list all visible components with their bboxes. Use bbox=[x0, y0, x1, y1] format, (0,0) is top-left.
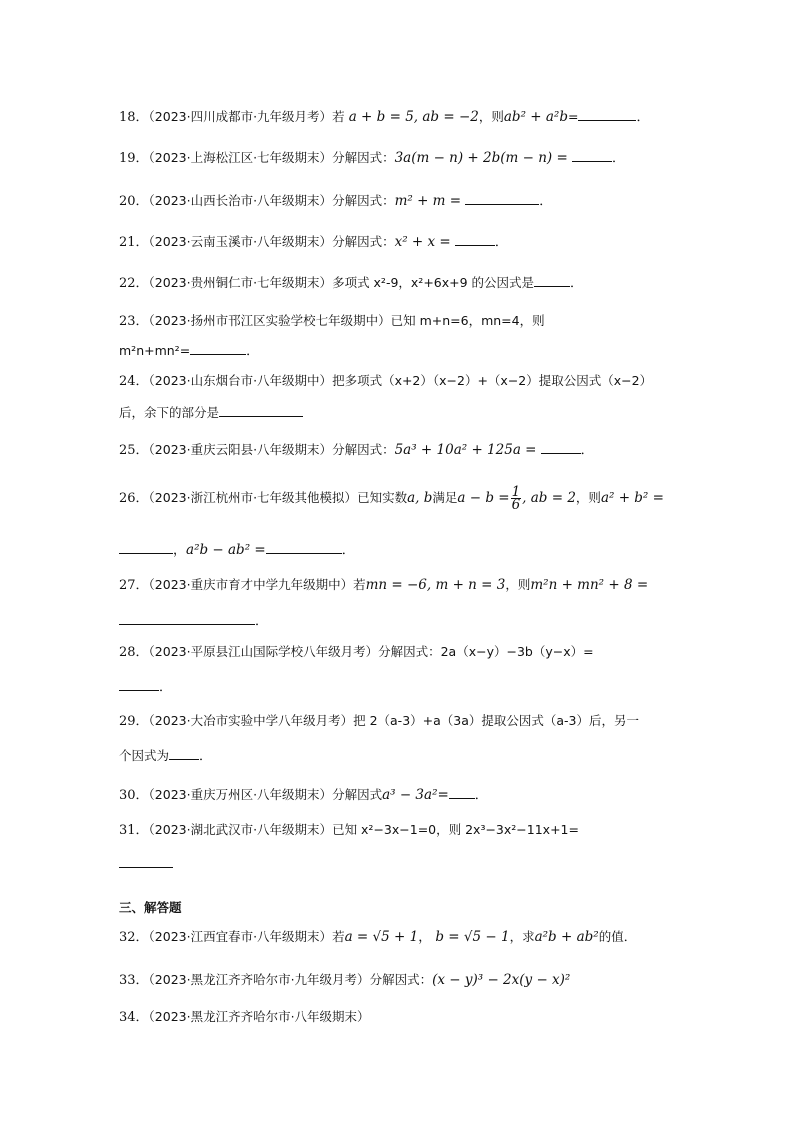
question-source: （2023·大冶市实验中学八年级月考） bbox=[148, 713, 354, 728]
answer-blank[interactable] bbox=[119, 612, 255, 625]
question-source: （2023·扬州市邗江区实验学校七年级期中） bbox=[148, 313, 391, 328]
math-expression: a²b − ab² = bbox=[186, 542, 266, 558]
answer-blank[interactable] bbox=[578, 108, 636, 121]
math-expression: x² + x = bbox=[394, 234, 451, 250]
question-text: ，求 bbox=[509, 929, 535, 944]
math-expression: ab² + a²b bbox=[503, 109, 568, 125]
question-20: 20．（2023·山西长治市·八年级期末）分解因式：m² + m = ． bbox=[119, 193, 553, 209]
answer-blank[interactable] bbox=[119, 855, 173, 868]
question-text: 个因式为 bbox=[119, 748, 170, 763]
question-text: 多项式 x²-9，x²+6x+9 的公因式是 bbox=[332, 275, 535, 290]
question-number: 33． bbox=[119, 973, 149, 988]
answer-blank[interactable] bbox=[219, 404, 303, 417]
answer-blank[interactable] bbox=[465, 192, 539, 205]
question-27-line2: ． bbox=[119, 612, 268, 631]
answer-blank[interactable] bbox=[455, 233, 495, 246]
math-expression: m² + m = bbox=[394, 193, 462, 209]
question-text: 分解因式 bbox=[332, 787, 383, 802]
question-29-line2: 个因式为 ． bbox=[119, 748, 213, 764]
question-29 bbox=[119, 712, 639, 731]
question-number: 23． bbox=[119, 314, 149, 329]
question-text: 已知 x²−3x−1=0，则 2x³−3x²−11x+1= bbox=[332, 822, 579, 837]
math-expression: 3a(m − n) + 2b(m − n) = bbox=[394, 150, 568, 166]
question-source: （2023·江西宜春市·八年级期末） bbox=[148, 929, 333, 944]
question-source: （2023·上海松江区·七年级期末） bbox=[148, 150, 333, 165]
question-number: 30． bbox=[119, 788, 149, 803]
question-number: 26． bbox=[119, 491, 149, 506]
answer-blank[interactable] bbox=[119, 678, 159, 691]
question-34 bbox=[119, 1008, 370, 1027]
question-number: 34． bbox=[119, 1010, 149, 1025]
question-number: 29． bbox=[119, 714, 149, 729]
question-text: 已知 m+n=6，mn=4，则 bbox=[390, 313, 545, 328]
question-24-line2 bbox=[119, 404, 303, 423]
question-source: （2023·重庆云阳县·八年级期末） bbox=[148, 442, 333, 457]
math-expression: a²b + ab² bbox=[534, 929, 599, 945]
question-number: 24． bbox=[119, 374, 149, 389]
question-31 bbox=[119, 821, 579, 840]
answer-blank[interactable] bbox=[190, 342, 246, 355]
question-number: 20． bbox=[119, 194, 149, 209]
math-expression: b = √5 − 1 bbox=[435, 929, 510, 945]
question-text: ，则 bbox=[478, 109, 504, 124]
question-number: 31． bbox=[119, 823, 149, 838]
question-text: m²n+mn²= bbox=[119, 343, 191, 358]
question-21: 21．（2023·云南玉溪市·八年级期末）分解因式：x² + x = ． bbox=[119, 234, 508, 250]
question-text: 把多项式（x+2）（x−2）+（x−2）提取公因式（x−2） bbox=[332, 373, 653, 388]
question-23 bbox=[119, 312, 545, 331]
question-source: （2023·重庆市育才中学九年级期中） bbox=[148, 577, 354, 592]
question-30: 30．（2023·重庆万州区·八年级期末）分解因式a³ − 3a²= ． bbox=[119, 787, 488, 803]
question-source: （2023·四川成都市·九年级月考） bbox=[148, 109, 333, 124]
question-25: 25．（2023·重庆云阳县·八年级期末）分解因式：5a³ + 10a² + 125a = ． bbox=[119, 442, 594, 458]
question-source: （2023·黑龙江齐齐哈尔市·九年级月考） bbox=[148, 972, 370, 987]
fraction bbox=[511, 486, 522, 511]
answer-blank[interactable] bbox=[266, 541, 342, 554]
question-source: （2023·山西长治市·八年级期末） bbox=[148, 193, 333, 208]
question-text: 分解因式： bbox=[332, 150, 395, 165]
question-18: 18．（2023·四川成都市·九年级月考）若 a + b = 5, ab = −2，则ab² + a²b= ． bbox=[119, 109, 650, 125]
question-text: 若 bbox=[332, 929, 345, 944]
math-expression: mn = −6, m + n = 3 bbox=[365, 577, 506, 593]
question-text: 后，余下的部分是 bbox=[119, 405, 220, 420]
question-text: 满足 bbox=[432, 490, 458, 505]
question-22: 22．（2023·贵州铜仁市·七年级期末）多项式 x²-9，x²+6x+9 的公因式是 ． bbox=[119, 275, 584, 291]
question-text: 分解因式： bbox=[332, 442, 395, 457]
question-text: 分解因式： bbox=[332, 193, 395, 208]
question-number: 28． bbox=[119, 645, 149, 660]
question-text: 分解因式： bbox=[332, 234, 395, 249]
question-source: （2023·黑龙江齐齐哈尔市·八年级期末） bbox=[148, 1009, 370, 1024]
question-28-line2: ． bbox=[119, 678, 172, 697]
math-expression: a + b = 5, ab = −2 bbox=[348, 109, 479, 125]
question-text: 的值． bbox=[598, 929, 637, 944]
section-heading: 三、解答题 bbox=[119, 900, 182, 915]
question-source: （2023·云南玉溪市·八年级期末） bbox=[148, 234, 333, 249]
question-source: （2023·贵州铜仁市·七年级期末） bbox=[148, 275, 333, 290]
question-text: ，则 bbox=[575, 490, 601, 505]
question-number: 27． bbox=[119, 578, 149, 593]
math-expression: , ab = 2 bbox=[522, 490, 576, 506]
question-31-line2 bbox=[119, 855, 173, 874]
math-expression: (x − y)³ − 2x(y − x)² bbox=[432, 972, 571, 988]
question-32: 32．（2023·江西宜春市·八年级期末）若a = √5 + 1， b = √5 − 1，求a²b + ab²的值． bbox=[119, 929, 637, 945]
question-source: （2023·山东烟台市·八年级期中） bbox=[148, 373, 333, 388]
math-expression: 5a³ + 10a² + 125a = bbox=[394, 442, 537, 458]
question-number: 32． bbox=[119, 930, 149, 945]
question-24 bbox=[119, 372, 652, 391]
question-source: （2023·湖北武汉市·八年级期末） bbox=[148, 822, 333, 837]
question-source: （2023·重庆万州区·八年级期末） bbox=[148, 787, 333, 802]
question-number: 22． bbox=[119, 276, 149, 291]
math-expression: a² + b² = bbox=[600, 490, 664, 506]
question-text: 把 2（a-3）+a（3a）提取公因式（a-3）后，另一 bbox=[353, 713, 640, 728]
fraction-denominator: 6 bbox=[511, 497, 521, 513]
question-text: 分解因式：2a（x−y）−3b（y−x）= bbox=[378, 644, 594, 659]
question-source: （2023·平原县江山国际学校八年级月考） bbox=[148, 644, 379, 659]
question-26-line2: ，a²b − ab² = ． bbox=[119, 541, 355, 560]
math-expression: a, b bbox=[407, 490, 433, 506]
math-expression: a³ − 3a²= bbox=[382, 787, 449, 803]
question-text: 若 bbox=[332, 109, 345, 124]
question-text: = bbox=[567, 109, 579, 124]
question-27 bbox=[119, 576, 648, 595]
question-text: 分解因式： bbox=[369, 972, 433, 987]
question-text: 已知实数 bbox=[357, 490, 408, 505]
question-number: 21． bbox=[119, 235, 149, 250]
math-expression: a = √5 + 1 bbox=[344, 929, 419, 945]
fraction-numerator: 1 bbox=[511, 484, 521, 500]
question-number: 18． bbox=[119, 110, 149, 125]
question-33 bbox=[119, 971, 570, 990]
answer-blank[interactable] bbox=[534, 274, 570, 287]
question-23-line2: m²n+mn²= ． bbox=[119, 343, 260, 359]
question-text: ，则 bbox=[505, 577, 531, 592]
question-source: （2023·浙江杭州市·七年级其他模拟） bbox=[148, 490, 358, 505]
question-26 bbox=[119, 486, 664, 511]
answer-blank[interactable] bbox=[119, 541, 173, 554]
answer-blank[interactable] bbox=[572, 149, 612, 162]
answer-blank[interactable] bbox=[169, 747, 199, 760]
question-19: 19．（2023·上海松江区·七年级期末）分解因式：3a(m − n) + 2b(m − n) = ． bbox=[119, 150, 625, 166]
question-text: 若 bbox=[353, 577, 366, 592]
answer-blank[interactable] bbox=[541, 441, 581, 454]
math-expression: a − b = bbox=[457, 490, 510, 506]
question-number: 25． bbox=[119, 443, 149, 458]
question-number: 19． bbox=[119, 151, 149, 166]
math-expression: m²n + mn² + 8 = bbox=[530, 577, 649, 593]
answer-blank[interactable] bbox=[449, 786, 475, 799]
question-28 bbox=[119, 643, 594, 662]
